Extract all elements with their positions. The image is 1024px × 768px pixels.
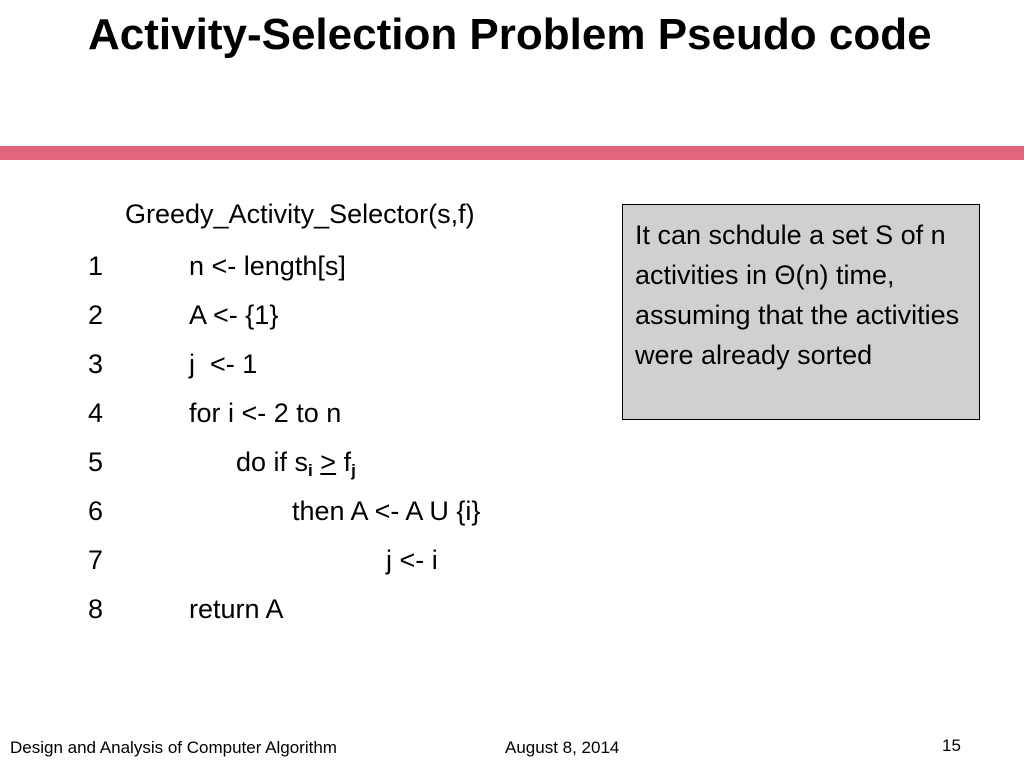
line-number: 1 xyxy=(88,251,104,281)
line-number: 5 xyxy=(88,447,104,477)
line-number: 6 xyxy=(88,496,104,526)
line-number: 8 xyxy=(88,594,104,624)
code-text: j <- 1 xyxy=(189,349,258,379)
slide-number: 15 xyxy=(942,736,961,755)
finish-variable: f xyxy=(343,447,352,477)
slide-title: Activity-Selection Problem Pseudo code xyxy=(88,10,932,59)
code-text: n <- length[s] xyxy=(189,251,346,281)
line-number: 2 xyxy=(88,300,104,330)
code-text: A <- {1} xyxy=(189,300,279,330)
line-number: 3 xyxy=(88,349,104,379)
code-text: j <- i xyxy=(386,545,438,575)
code-text: return A xyxy=(189,594,284,624)
code-text xyxy=(236,444,356,480)
code-text: for i <- 2 to n xyxy=(189,398,342,428)
function-signature: Greedy_Activity_Selector(s,f) xyxy=(125,199,475,229)
subscript-i: i xyxy=(308,461,313,480)
title-divider xyxy=(0,146,1024,160)
complexity-note-box: It can schdule a set S of n activities in Θ(n) time, assuming that the activities were already sorted xyxy=(622,204,980,420)
line-number: 4 xyxy=(88,398,104,428)
footer-course-title: Design and Analysis of Computer Algorithm xyxy=(10,738,337,757)
footer-date: August 8, 2014 xyxy=(505,738,620,757)
code-condition-prefix: do if s xyxy=(236,447,309,477)
subscript-j: j xyxy=(351,461,356,480)
line-number: 7 xyxy=(88,545,104,575)
greater-equal-symbol: > xyxy=(320,447,337,477)
code-text: then A <- A U {i} xyxy=(292,496,481,526)
